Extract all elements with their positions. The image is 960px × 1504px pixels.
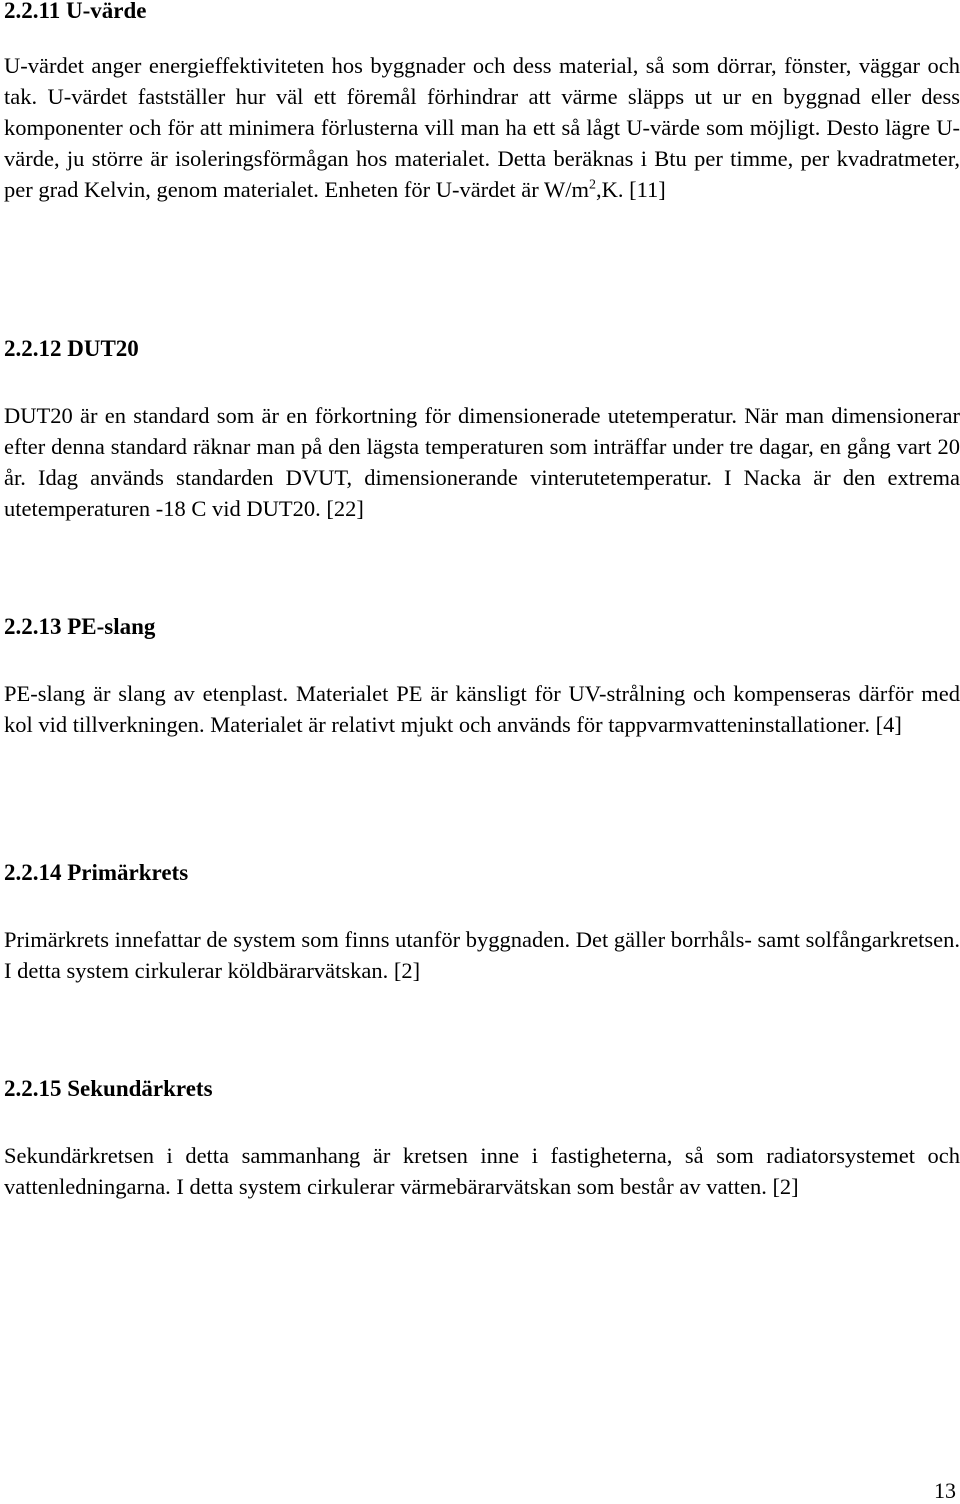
section-dut20 bbox=[4, 334, 960, 524]
section-heading: 2.2.13 PE-slang bbox=[4, 614, 156, 639]
section-primarkrets bbox=[4, 858, 960, 986]
section-pe-slang bbox=[4, 612, 960, 740]
section-paragraph: Primärkrets innefattar de system som finns utanför byggnaden. Det gäller borrhåls- samt solfångarkretsen. I detta system cirkulerar köldbärarvätskan. [2] bbox=[4, 927, 960, 983]
section-heading: 2.2.11 U-värde bbox=[4, 0, 147, 23]
superscript: 2 bbox=[588, 177, 596, 193]
section-heading: 2.2.15 Sekundärkrets bbox=[4, 1076, 213, 1101]
section-paragraph bbox=[4, 50, 960, 205]
section-heading: 2.2.14 Primärkrets bbox=[4, 860, 189, 885]
section-u-varde bbox=[4, 0, 960, 205]
paragraph-text: U-värdet anger energieffektiviteten hos byggnader och dess material, så som dörrar, fönster, väggar och tak. U-värdet fastställer hur väl ett föremål förhindrar att värme släpps ut ur en byggnad eller dess komponenter och för att minimera förlusterna vill man ha ett så lågt U-värde som möjligt. Desto lägre U-värde, ju större är isoleringsförmågan hos materialet. Detta beräknas i Btu per timme, per kvadratmeter, per grad Kelvin, genom materialet. Enheten för U-värdet är W/m bbox=[4, 53, 960, 202]
section-paragraph: DUT20 är en standard som är en förkortning för dimensionerade utetemperatur. När man dimensionerar efter denna standard räknar man på den lägsta temperaturen som inträffar under tre dagar, en gång vart 20 år. Idag används standarden DVUT, dimensionerande vinterutetemperatur. I Nacka är den extrema utetemperaturen -18 C vid DUT20. [22] bbox=[4, 403, 960, 521]
section-paragraph: PE-slang är slang av etenplast. Materialet PE är känsligt för UV-strålning och kompenseras därför med kol vid tillverkningen. Materialet är relativt mjukt och används för tappvarmvatteninstallationer. [4] bbox=[4, 681, 960, 737]
section-heading: 2.2.12 DUT20 bbox=[4, 336, 139, 361]
section-paragraph: Sekundärkretsen i detta sammanhang är kretsen inne i fastigheterna, så som radiatorsystemet och vattenledningarna. I detta system cirkulerar värmebärarvätskan som består av vatten. [2] bbox=[4, 1143, 960, 1199]
page-number: 13 bbox=[934, 1478, 956, 1503]
section-sekundarkrets bbox=[4, 1074, 960, 1202]
paragraph-text-end: ,K. [11] bbox=[595, 177, 666, 202]
